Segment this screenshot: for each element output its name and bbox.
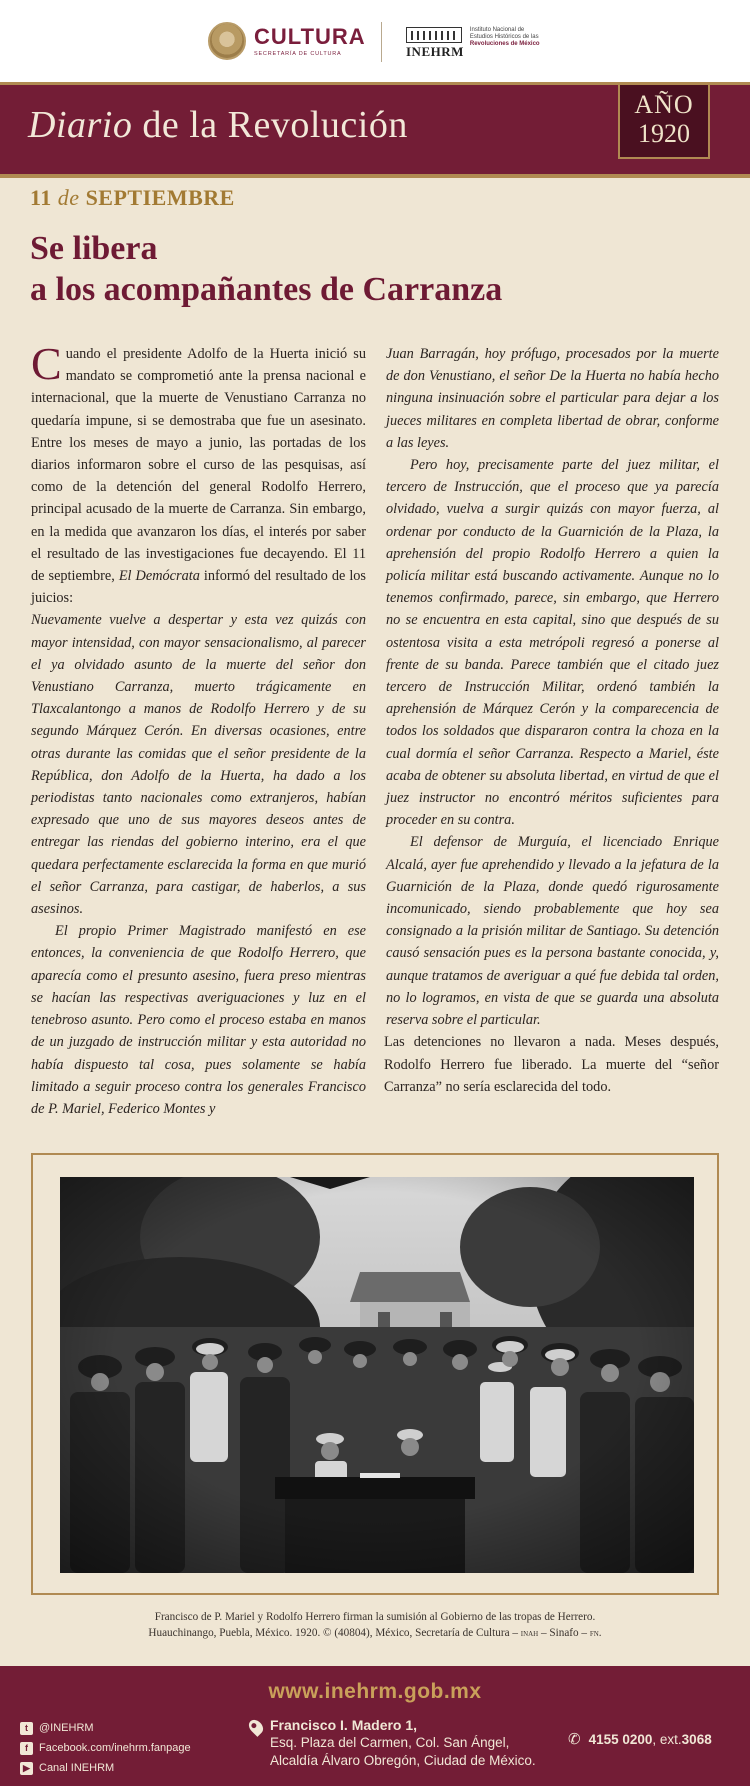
youtube-icon: ▶ bbox=[20, 1762, 33, 1775]
logo-divider bbox=[381, 22, 382, 62]
cultura-subtitle: SECRETARÍA DE CULTURA bbox=[254, 50, 342, 57]
drop-cap: C bbox=[31, 338, 62, 389]
header-rule bbox=[0, 174, 750, 178]
closing-paragraph: Las detenciones no llevaron a nada. Meses después, Rodolfo Herrero fue liberado. La muerte del “señor Carranza” no sería esclarecida del todo. bbox=[384, 1034, 719, 1095]
facebook-link[interactable]: f Facebook.com/inehrm.fanpage bbox=[20, 1738, 191, 1758]
year-badge bbox=[618, 85, 710, 159]
article-column-left bbox=[31, 338, 366, 1120]
quote-paragraph: El propio Primer Magistrado manifestó en ese entonces, la conveniencia de que Rodolfo Herrero, que aparecía como el presunto asesino, fuera preso mientras se hacían las respectivas averiguaciones y luz en el tenebroso asunto. Pero como el proceso estaba en manos de un juzgado de instrucción militar y esta autoridad no había dispuesto tal cosa, pues solamente se había limitado a seguir proceso contra los generales Francisco de P. Mariel, Federico Montes y bbox=[31, 923, 366, 1117]
diary-title: Diario de la Revolución bbox=[28, 104, 408, 146]
phone-number[interactable]: ✆ 4155 0200 , ext. 3068 bbox=[568, 1731, 712, 1748]
social-links bbox=[20, 1718, 191, 1778]
address-line: Alcaldía Álvaro Obregón, Ciudad de México. bbox=[270, 1753, 536, 1768]
article-date: 11 de SEPTIEMBRE bbox=[30, 185, 235, 210]
cultura-logo[interactable] bbox=[208, 22, 366, 60]
quote-paragraph: Juan Barragán, hoy prófugo, procesados por la muerte de don Venustiano, el señor De la Huerta no había hecho ninguna insinuación sobre el particular para dejar a los jueces militares en completa libertad de obrar, conforme a las leyes. bbox=[386, 346, 719, 451]
youtube-link[interactable]: ▶ Canal INEHRM bbox=[20, 1758, 191, 1778]
facebook-icon: f bbox=[20, 1742, 33, 1755]
address-street: Francisco I. Madero 1, bbox=[270, 1717, 418, 1733]
inehrm-wordmark: INEHRM bbox=[406, 44, 464, 59]
inehrm-description: Instituto Nacional de Estudios Históricos de las Revoluciones de México bbox=[469, 27, 540, 47]
year-label: AÑO bbox=[634, 90, 694, 119]
logo-bar bbox=[0, 0, 750, 82]
website-link[interactable]: www.inehrm.gob.mx bbox=[268, 1680, 482, 1703]
diary-header bbox=[0, 82, 750, 174]
address bbox=[250, 1716, 536, 1770]
quote-paragraph: El defensor de Murguía, el licenciado Enrique Alcalá, ayer fue aprehendido y llevado a la jefatura de la Guarnición de la Plaza, donde quedó rigurosamente incomunicado, siendo probablemente que hoy sea consignado a la prisión militar de Santiago. Su detención causó sensación pues es la persona bastante conocida, y, aunque tratamos de averiguar a qué fue debida tal orden, no lo logramos, en vista de que se guarda una absoluta reserva sobre el particular. bbox=[386, 834, 719, 1029]
national-seal-icon bbox=[208, 22, 246, 60]
quote-paragraph: Pero hoy, precisamente parte del juez militar, el tercero de Instrucción, que el proceso que ya parecía olvidado, vuelva a surgir quizás con mayor fuerza, al ordenar por conducto de la Guarnición de la Plaza, la aprehensión del propio Rodolfo Herrero a quien la policía militar está buscando activamente. Aunque no lo tenemos confirmado, parece, sin embargo, que Herrero no se encuentra en esta capital, sino que después de su ostentosa visita a esta metrópoli regresó a ponerse al frente de su banda. Parece también que el citado juez tercero de Instrucción Militar, ordenó también la aprehensión de Márquez Cerón y la comparecencia de todos los soldados que dispararon contra la choza en la cual dormía el señor Carranza. Respecto a Mariel, éste acaba de obtener su absoluta libertad, en virtud de que el juez instructor no encontró méritos suficientes para proceder en su contra. bbox=[386, 457, 719, 829]
location-pin-icon bbox=[246, 1717, 266, 1737]
phone-icon: ✆ bbox=[568, 1731, 581, 1748]
quote-paragraph: Nuevamente vuelve a despertar y esta vez quizás con mayor intensidad, con mayor sensacionalismo, al parecer el ya olvidado asunto de la muerte del señor don Venustiano Carranza, muerto trágicamente en Tlaxcalantongo a manos de Rodolfo Herrero y de su segundo Márquez Cerón. En diversas ocasiones, entre otras durante las comidas que el señor presidente de la República, don Adolfo de la Huerta, ha dado a los periodistas tanto nacionales como extranjeros, habían expresado que uno de sus mayores deseos antes de entregar las riendas del gobierno interino, era el que quedara perfectamente esclarecida la forma en que murió el señor Carranza, para castigar, de haberlos, a sus asesinos. bbox=[31, 612, 366, 918]
photo-caption: Francisco de P. Mariel y Rodolfo Herrero firman la sumisión al Gobierno de las tropas de Herrero. Huauchinango, Puebla, México. 1920. © (40804), México, Secretaría de Cultura – inah – Sinafo – fn. bbox=[148, 1611, 602, 1639]
historical-photo bbox=[60, 1177, 694, 1573]
address-line: Esq. Plaza del Carmen, Col. San Ángel, bbox=[270, 1735, 510, 1750]
building-icon bbox=[406, 27, 462, 43]
article-headline: Se libera a los acompañantes de Carranza bbox=[30, 230, 503, 308]
photo-illustration bbox=[60, 1177, 694, 1573]
year-value: 1920 bbox=[638, 119, 690, 148]
article-column-right bbox=[386, 343, 719, 1098]
twitter-link[interactable]: t @INEHRM bbox=[20, 1718, 191, 1738]
inehrm-logo[interactable] bbox=[406, 27, 540, 60]
cultura-wordmark: CULTURA bbox=[254, 23, 366, 49]
intro-paragraph: Cuando el presidente Adolfo de la Huerta inició su mandato se comprometió ante la prensa nacional e internacional, que la muerte de Venustiano Carranza no quedaría impune, si se demostraba que fue un asesinato. Entre los meses de mayo a junio, las portadas de los diarios informaron sobre el curso de las pesquisas, así como de la detención del general Rodolfo Herrero, principal acusado de la muerte de Carranza. Sin embargo, en la medida que avanzaron los días, el interés por saber el resultado de las investigaciones fue decayendo. El 11 de septiembre, El Demócrata informó del resultado de los juicios: bbox=[31, 338, 366, 607]
twitter-icon: t bbox=[20, 1722, 33, 1735]
footer bbox=[0, 1666, 750, 1786]
photo-frame bbox=[31, 1153, 719, 1595]
